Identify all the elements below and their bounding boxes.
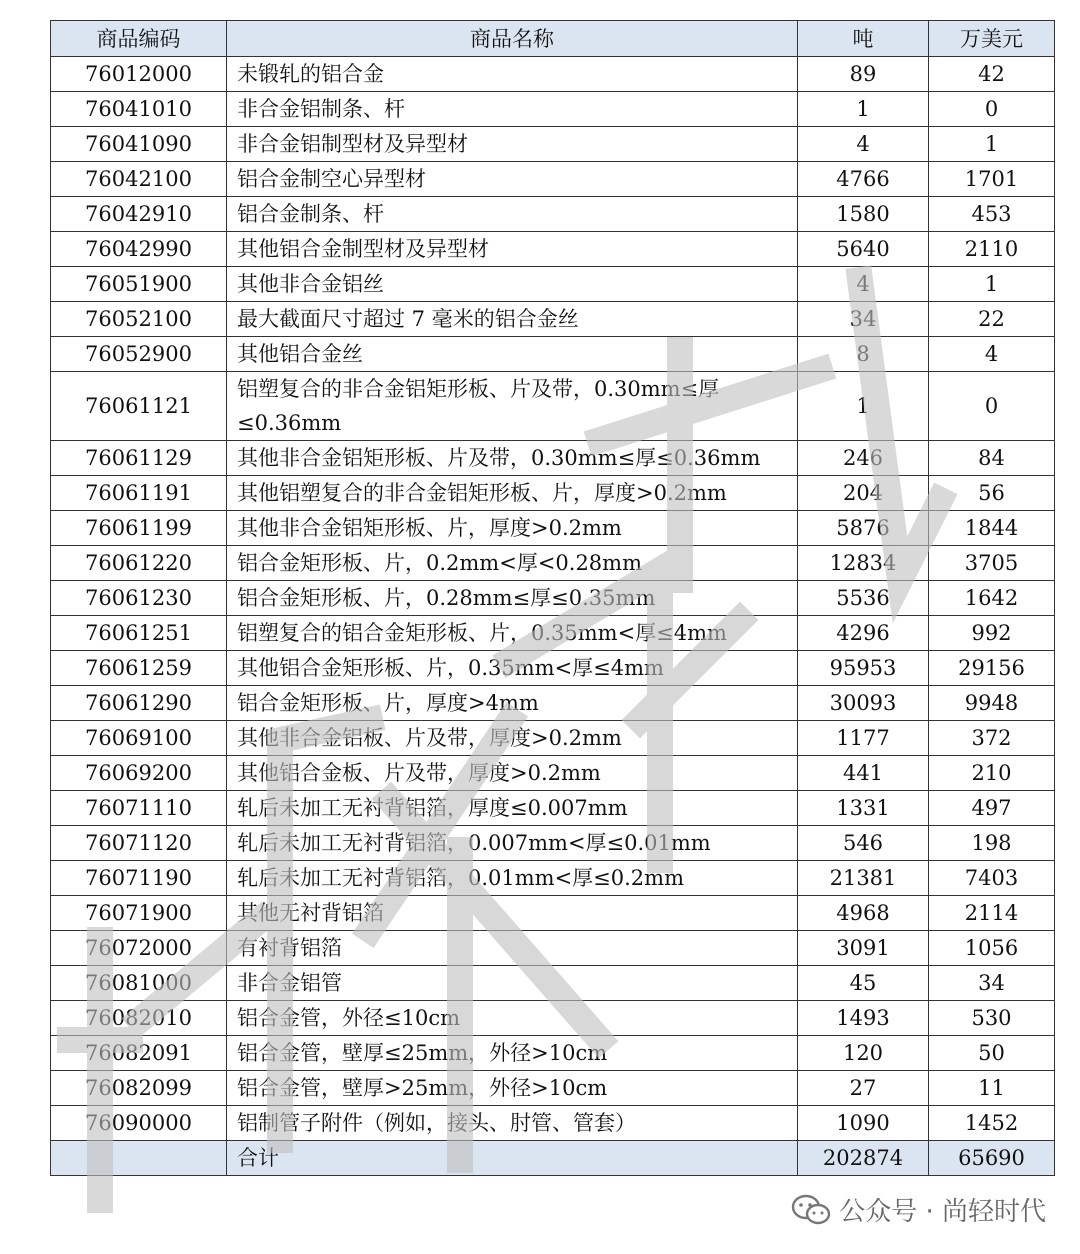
- table-row: [51, 651, 1055, 686]
- code-cell: 76042100: [51, 162, 227, 197]
- usd-cell: 2114: [929, 896, 1055, 931]
- name-cell: 铝塑复合的铝合金矩形板、片，0.35mm<厚≤4mm: [227, 616, 798, 651]
- tons-cell: 1580: [798, 197, 929, 232]
- code-cell: 76081000: [51, 966, 227, 1001]
- usd-cell: 530: [929, 1001, 1055, 1036]
- table-row: [51, 372, 1055, 441]
- tons-cell: 8: [798, 337, 929, 372]
- usd-cell: 11: [929, 1071, 1055, 1106]
- name-cell: 铝合金矩形板、片，厚度>4mm: [227, 686, 798, 721]
- total-usd: 65690: [929, 1141, 1055, 1176]
- table-row: [51, 546, 1055, 581]
- table-row: [51, 57, 1055, 92]
- tons-cell: 441: [798, 756, 929, 791]
- tons-cell: 204: [798, 476, 929, 511]
- tons-cell: 5536: [798, 581, 929, 616]
- code-cell: 76061199: [51, 511, 227, 546]
- code-cell: 76061259: [51, 651, 227, 686]
- account-name: 公众号 · 尚轻时代: [839, 1197, 1046, 1227]
- name-cell: 非合金铝制条、杆: [227, 92, 798, 127]
- code-cell: 76041010: [51, 92, 227, 127]
- tons-cell: 4: [798, 127, 929, 162]
- name-cell: 其他铝合金制型材及异型材: [227, 232, 798, 267]
- name-cell: 铝合金矩形板、片，0.2mm<厚<0.28mm: [227, 546, 798, 581]
- import-table: [50, 20, 1055, 1176]
- name-cell: 其他铝合金矩形板、片，0.35mm<厚≤4mm: [227, 651, 798, 686]
- tons-cell: 3091: [798, 931, 929, 966]
- code-cell: 76069100: [51, 721, 227, 756]
- usd-cell: 3705: [929, 546, 1055, 581]
- table-row: [51, 232, 1055, 267]
- usd-cell: 84: [929, 441, 1055, 476]
- name-cell: 铝合金管，壁厚>25mm，外径>10cm: [227, 1071, 798, 1106]
- table-row: [51, 791, 1055, 826]
- code-cell: 76052900: [51, 337, 227, 372]
- tons-cell: 1: [798, 372, 929, 441]
- code-cell: 76051900: [51, 267, 227, 302]
- usd-cell: 453: [929, 197, 1055, 232]
- name-cell: 铝合金制空心异型材: [227, 162, 798, 197]
- usd-cell: 0: [929, 92, 1055, 127]
- usd-cell: 2110: [929, 232, 1055, 267]
- name-cell: 铝合金管，外径≤10cm: [227, 1001, 798, 1036]
- tons-cell: 27: [798, 1071, 929, 1106]
- tons-cell: 1493: [798, 1001, 929, 1036]
- table-row: [51, 896, 1055, 931]
- tons-cell: 546: [798, 826, 929, 861]
- table-row: [51, 1106, 1055, 1141]
- header-usd: 万美元: [929, 21, 1055, 57]
- code-cell: 76069200: [51, 756, 227, 791]
- usd-cell: 50: [929, 1036, 1055, 1071]
- table-header-row: [51, 21, 1055, 57]
- table-row: [51, 1036, 1055, 1071]
- header-name: 商品名称: [227, 21, 798, 57]
- usd-cell: 992: [929, 616, 1055, 651]
- name-cell: 非合金铝制型材及异型材: [227, 127, 798, 162]
- code-cell: 76071900: [51, 896, 227, 931]
- total-tons: 202874: [798, 1141, 929, 1176]
- code-cell: 76042990: [51, 232, 227, 267]
- table-row: [51, 616, 1055, 651]
- tons-cell: 12834: [798, 546, 929, 581]
- code-cell: 76061230: [51, 581, 227, 616]
- code-cell: 76082099: [51, 1071, 227, 1106]
- usd-cell: 210: [929, 756, 1055, 791]
- tons-cell: 45: [798, 966, 929, 1001]
- code-cell: 76071190: [51, 861, 227, 896]
- code-cell: 76071120: [51, 826, 227, 861]
- code-cell: 76041090: [51, 127, 227, 162]
- name-cell: 未锻轧的铝合金: [227, 57, 798, 92]
- table-row: [51, 756, 1055, 791]
- tons-cell: 1: [798, 92, 929, 127]
- table-body: [51, 57, 1055, 1141]
- table-row: [51, 511, 1055, 546]
- code-cell: 76042910: [51, 197, 227, 232]
- table-row: [51, 162, 1055, 197]
- tons-cell: 95953: [798, 651, 929, 686]
- table-row: [51, 441, 1055, 476]
- total-code-cell: [51, 1141, 227, 1176]
- name-cell: 铝合金矩形板、片，0.28mm≤厚≤0.35mm: [227, 581, 798, 616]
- tons-cell: 4: [798, 267, 929, 302]
- tons-cell: 4296: [798, 616, 929, 651]
- name-cell: 其他非合金铝板、片及带，厚度>0.2mm: [227, 721, 798, 756]
- name-cell: 其他非合金铝矩形板、片，厚度>0.2mm: [227, 511, 798, 546]
- usd-cell: 0: [929, 372, 1055, 441]
- usd-cell: 497: [929, 791, 1055, 826]
- code-cell: 76061220: [51, 546, 227, 581]
- tons-cell: 89: [798, 57, 929, 92]
- name-cell: 轧后未加工无衬背铝箔，厚度≤0.007mm: [227, 791, 798, 826]
- code-cell: 76090000: [51, 1106, 227, 1141]
- table-row: [51, 686, 1055, 721]
- usd-cell: 1642: [929, 581, 1055, 616]
- name-cell: 铝制管子附件（例如，接头、肘管、管套）: [227, 1106, 798, 1141]
- tons-cell: 5640: [798, 232, 929, 267]
- tons-cell: 246: [798, 441, 929, 476]
- wechat-icon: [791, 1194, 831, 1226]
- name-cell: 铝合金制条、杆: [227, 197, 798, 232]
- total-label: 合计: [227, 1141, 798, 1176]
- usd-cell: 7403: [929, 861, 1055, 896]
- code-cell: 76061290: [51, 686, 227, 721]
- table-row: [51, 861, 1055, 896]
- usd-cell: 9948: [929, 686, 1055, 721]
- name-cell: 轧后未加工无衬背铝箔，0.007mm<厚≤0.01mm: [227, 826, 798, 861]
- table-row: [51, 197, 1055, 232]
- table-row: [51, 931, 1055, 966]
- name-cell: 铝塑复合的非合金铝矩形板、片及带，0.30mm≤厚≤0.36mm: [227, 372, 798, 441]
- table-row: [51, 1071, 1055, 1106]
- table-row: [51, 302, 1055, 337]
- table-row: [51, 1001, 1055, 1036]
- tons-cell: 4968: [798, 896, 929, 931]
- code-cell: 76061121: [51, 372, 227, 441]
- table-row: [51, 337, 1055, 372]
- usd-cell: 1: [929, 267, 1055, 302]
- table-row: [51, 721, 1055, 756]
- name-cell: 其他无衬背铝箔: [227, 896, 798, 931]
- code-cell: 76052100: [51, 302, 227, 337]
- footer: [791, 1191, 1046, 1228]
- name-cell: 其他非合金铝矩形板、片及带，0.30mm≤厚≤0.36mm: [227, 441, 798, 476]
- code-cell: 76061191: [51, 476, 227, 511]
- table-row: [51, 966, 1055, 1001]
- table-row: [51, 267, 1055, 302]
- table-row: [51, 476, 1055, 511]
- tons-cell: 120: [798, 1036, 929, 1071]
- tons-cell: 1331: [798, 791, 929, 826]
- table-row: [51, 826, 1055, 861]
- code-cell: 76061251: [51, 616, 227, 651]
- code-cell: 76082091: [51, 1036, 227, 1071]
- usd-cell: 34: [929, 966, 1055, 1001]
- name-cell: 轧后未加工无衬背铝箔，0.01mm<厚≤0.2mm: [227, 861, 798, 896]
- header-tons: 吨: [798, 21, 929, 57]
- usd-cell: 372: [929, 721, 1055, 756]
- tons-cell: 34: [798, 302, 929, 337]
- tons-cell: 1177: [798, 721, 929, 756]
- name-cell: 铝合金管，壁厚≤25mm，外径>10cm: [227, 1036, 798, 1071]
- tons-cell: 5876: [798, 511, 929, 546]
- tons-cell: 4766: [798, 162, 929, 197]
- usd-cell: 29156: [929, 651, 1055, 686]
- table-row: [51, 92, 1055, 127]
- code-cell: 76072000: [51, 931, 227, 966]
- usd-cell: 1: [929, 127, 1055, 162]
- name-cell: 其他非合金铝丝: [227, 267, 798, 302]
- usd-cell: 198: [929, 826, 1055, 861]
- usd-cell: 1056: [929, 931, 1055, 966]
- code-cell: 76012000: [51, 57, 227, 92]
- usd-cell: 1701: [929, 162, 1055, 197]
- code-cell: 76071110: [51, 791, 227, 826]
- tons-cell: 30093: [798, 686, 929, 721]
- table-row: [51, 581, 1055, 616]
- usd-cell: 56: [929, 476, 1055, 511]
- name-cell: 其他铝塑复合的非合金铝矩形板、片，厚度>0.2mm: [227, 476, 798, 511]
- name-cell: 其他铝合金板、片及带，厚度>0.2mm: [227, 756, 798, 791]
- total-row: [51, 1141, 1055, 1176]
- name-cell: 有衬背铝箔: [227, 931, 798, 966]
- header-code: 商品编码: [51, 21, 227, 57]
- table-row: [51, 127, 1055, 162]
- tons-cell: 21381: [798, 861, 929, 896]
- name-cell: 最大截面尺寸超过 7 毫米的铝合金丝: [227, 302, 798, 337]
- tons-cell: 1090: [798, 1106, 929, 1141]
- usd-cell: 1452: [929, 1106, 1055, 1141]
- name-cell: 非合金铝管: [227, 966, 798, 1001]
- usd-cell: 22: [929, 302, 1055, 337]
- usd-cell: 42: [929, 57, 1055, 92]
- usd-cell: 1844: [929, 511, 1055, 546]
- code-cell: 76061129: [51, 441, 227, 476]
- code-cell: 76082010: [51, 1001, 227, 1036]
- usd-cell: 4: [929, 337, 1055, 372]
- name-cell: 其他铝合金丝: [227, 337, 798, 372]
